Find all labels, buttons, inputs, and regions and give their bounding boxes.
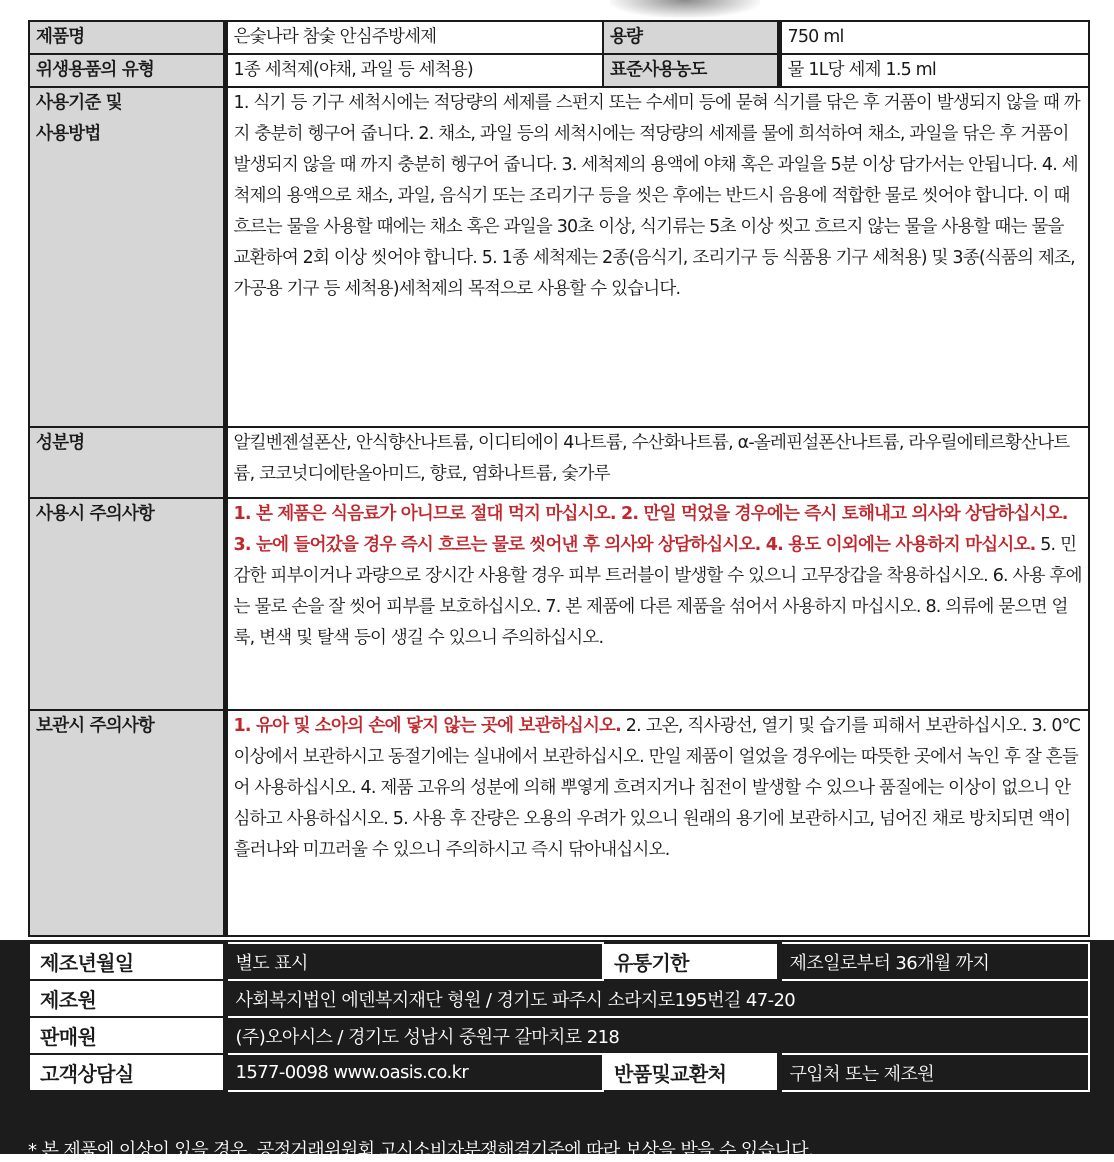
row-type (29, 54, 1089, 87)
row-ingredients (29, 427, 1089, 498)
row-usage (29, 87, 1089, 427)
customer-service-value: 1577-0098 www.oasis.co.kr (225, 1054, 603, 1091)
type-value: 1종 세척제(야채, 과일 등 세척용) (225, 54, 603, 87)
type-label: 위생용품의 유형 (29, 54, 225, 87)
seller-value: (주)오아시스 / 경기도 성남시 중원구 갈마치로 218 (225, 1017, 1089, 1054)
expiry-label: 유통기한 (603, 943, 779, 980)
concentration-value: 물 1L당 세제 1.5 ml (779, 54, 1089, 87)
ingredients-text: 알킬벤젠설폰산, 안식향산나트륨, 이디티에이 4나트륨, 수산화나트륨, α-올레핀설폰산나트륨, 라우릴에테르황산나트륨, 코코넛디에탄올아미드, 향료, 염화나트륨, 숯가루 (225, 427, 1089, 498)
row-storage (29, 710, 1089, 936)
usage-label-line-2: 사용방법 (36, 124, 101, 144)
mfg-date-label: 제조년월일 (29, 943, 225, 980)
label-info-area (0, 940, 1114, 1161)
caution-general-text: 5. 민감한 피부이거나 과량으로 장시간 사용할 경우 피부 트러블이 발생할 수 있으니 고무장갑을 착용하십시오. 6. 사용 후에는 물로 손을 잘 씻어 피부를 보호하십시오. 7. 본 제품에 다른 제품을 섞어서 사용하지 마십시오. 8. 의류에 묻으면 얼룩, 변색 및 탈색 등이 생길 수 있으니 주의하십시오. (233, 535, 1082, 648)
usage-label-line-1: 사용기준 및 (36, 93, 122, 113)
product-name-value: 은숯나라 참숯 안심주방세제 (225, 21, 603, 54)
row-mfg-date (29, 943, 1089, 980)
concentration-label: 표준사용농도 (603, 54, 779, 87)
row-customer-service (29, 1054, 1089, 1091)
caution-label: 사용시 주의사항 (29, 498, 225, 710)
row-seller (29, 1017, 1089, 1054)
usage-text: 1. 식기 등 기구 세척시에는 적당량의 세제를 스펀지 또는 수세미 등에 묻혀 식기를 닦은 후 거품이 발생되지 않을 때 까지 충분히 헹구어 줍니다. 2. 채소, 과일 등의 세척시에는 적당량의 세제를 물에 희석하여 채소, 과일을 닦은 후 거품이 발생되지 않을 때 까지 충분히 헹구어 줍니다. 3. 세척제의 용액에 야채 혹은 과일을 5분 이상 담가서는 안됩니다. 4. 세척제의 용액으로 채소, 과일, 음식기 또는 조리기구 등을 씻은 후에는 반드시 음용에 적합한 물로 씻어야 합니다. 이 때 흐르는 물을 사용할 때에는 채소 혹은 과일을 30초 이상, 식기류는 5초 이상 씻고 흐르지 않는 물을 사용할 때는 물을 교환하여 2회 이상 씻어야 합니다. 5. 1종 세척제는 2종(음식기, 조리기구 등 식품용 기구 세척용) 및 3종(식품의 제조, 가공용 기구 등 세척용)세척제의 목적으로 사용할 수 있습니다. (225, 87, 1089, 427)
storage-label: 보관시 주의사항 (29, 710, 225, 936)
seller-label: 판매원 (29, 1017, 225, 1054)
row-caution (29, 498, 1089, 710)
caution-text (225, 498, 1089, 710)
volume-value: 750 ml (779, 21, 1089, 54)
customer-service-label: 고객상담실 (29, 1054, 225, 1091)
ink-smudge (610, 0, 760, 18)
caution-warning-text: 1. 본 제품은 식음료가 아니므로 절대 먹지 마십시오. 2. 만일 먹었을 경우에는 즉시 토해내고 의사와 상담하십시오. 3. 눈에 들어갔을 경우 즉시 흐르는 물로 씻어낸 후 의사와 상담하십시오. 4. 용도 이외에는 사용하지 마십시오. (233, 504, 1068, 555)
storage-general-text: 2. 고온, 직사광선, 열기 및 습기를 피해서 보관하십시오. 3. 0℃이상에서 보관하시고 동절기에는 실내에서 보관하십시오. 만일 제품이 얼었을 경우에는 따뜻한 곳에서 녹인 후 잘 흔들어 사용하십시오. 4. 제품 고유의 성분에 의해 뿌옇게 흐려지거나 침전이 발생할 수 있으나 품질에는 이상이 없으니 안심하고 사용하십시오. 5. 사용 후 잔량은 오용의 우려가 있으니 원래의 용기에 보관하시고, 넘어진 채로 방치되면 액이 흘러나와 미끄러울 수 있으니 주의하시고 즉시 닦아내십시오. (233, 716, 1081, 860)
info-table (28, 942, 1090, 1092)
storage-warning-text: 1. 유아 및 소아의 손에 닿지 않는 곳에 보관하십시오. (233, 716, 622, 736)
manufacturer-label: 제조원 (29, 980, 225, 1017)
row-manufacturer (29, 980, 1089, 1017)
spec-table (28, 20, 1090, 937)
storage-text (225, 710, 1089, 936)
mfg-date-value: 별도 표시 (225, 943, 603, 980)
expiry-value: 제조일로부터 36개월 까지 (779, 943, 1089, 980)
row-product-name (29, 21, 1089, 54)
manufacturer-value: 사회복지법인 에덴복지재단 형원 / 경기도 파주시 소라지로195번길 47-20 (225, 980, 1089, 1017)
return-label: 반품및교환처 (603, 1054, 779, 1091)
volume-label: 용량 (603, 21, 779, 54)
return-value: 구입처 또는 제조원 (779, 1054, 1089, 1091)
product-name-label: 제품명 (29, 21, 225, 54)
usage-label (29, 87, 225, 427)
ingredients-label: 성분명 (29, 427, 225, 498)
compensation-footnote: * 본 제품에 이상이 있을 경우, 공정거래위원회 고시소비자분쟁해결기준에 따라 보상을 받을 수 있습니다. (28, 1140, 814, 1161)
